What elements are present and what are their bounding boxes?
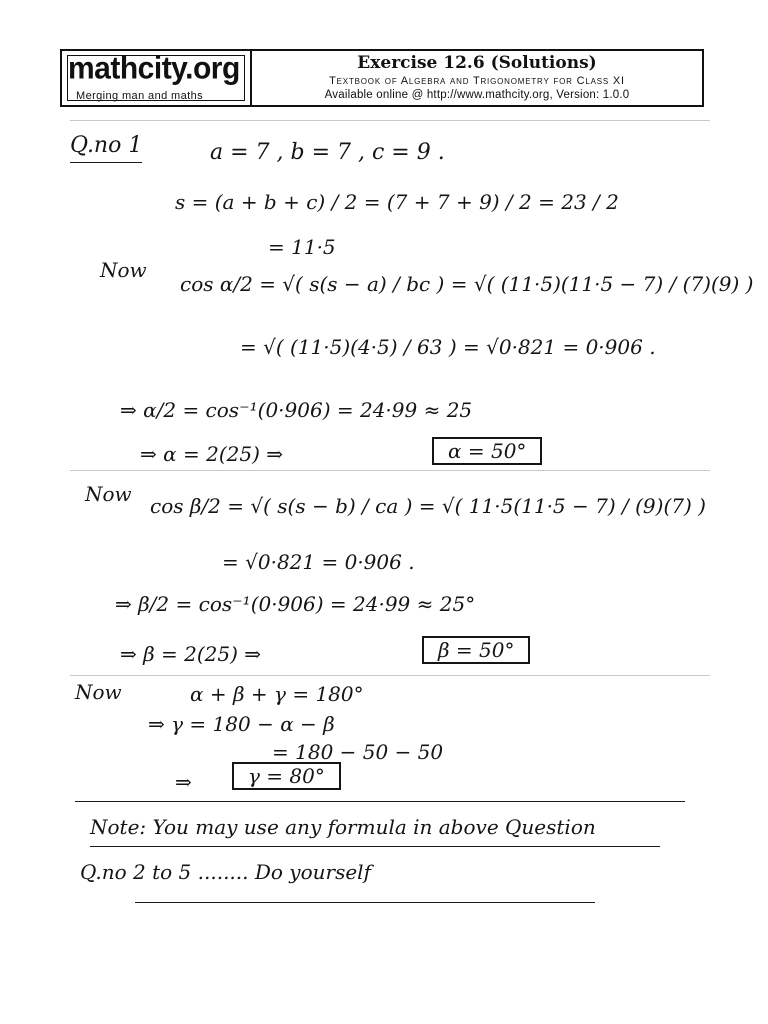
cos-half-beta: cos β/2 = √( s(s − b) / ca ) = √( 11·5(11·5 − 7) / (9)(7) ) [150,494,706,518]
gamma-arrow: ⇒ [175,770,192,794]
note-underline [90,846,660,847]
now-label-1: Now [100,258,147,282]
note-text: Note: You may use any formula in above Question [90,815,596,839]
final-underline [135,902,595,903]
given-sides: a = 7 , b = 7 , c = 9 . [210,140,445,165]
question-1-label: Q.no 1 [70,133,143,158]
beta-result-box: β = 50° [422,636,530,664]
site-logo: mathcity.org [68,51,240,86]
gamma-result-box: γ = 80° [232,762,341,790]
textbook-subtitle: Textbook of Algebra and Trigonometry for Class XI [329,75,625,87]
beta-calculation: ⇒ β = 2(25) ⇒ [120,642,262,666]
site-tagline: Merging man and maths [76,90,204,102]
gamma-step-2: = 180 − 50 − 50 [272,740,444,764]
availability-line: Available online @ http://www.mathcity.org, Version: 1.0.0 [324,89,630,101]
now-label-2: Now [85,482,132,506]
divider-line [75,801,685,802]
semi-perimeter-value: = 11·5 [268,235,336,259]
remaining-questions: Q.no 2 to 5 ........ Do yourself [80,860,371,884]
label-underline [70,162,142,163]
half-beta-angle: ⇒ β/2 = cos⁻¹(0·906) = 24·99 ≈ 25° [115,592,476,616]
cos-half-alpha-value: = √( (11·5)(4·5) / 63 ) = √0·821 = 0·906 . [240,335,656,359]
gamma-step-1: ⇒ γ = 180 − α − β [148,712,335,736]
alpha-calculation: ⇒ α = 2(25) ⇒ [140,442,283,466]
ruled-line [70,675,710,676]
alpha-result-box: α = 50° [432,437,542,465]
ruled-line [70,470,710,471]
now-label-3: Now [75,680,122,704]
exercise-title: Exercise 12.6 (Solutions) [357,53,597,73]
ruled-line [70,120,710,121]
angle-sum: α + β + γ = 180° [190,682,364,706]
cos-half-alpha: cos α/2 = √( s(s − a) / bc ) = √( (11·5)(11·5 − 7) / (7)(9) ) [180,272,754,296]
semi-perimeter-formula: s = (a + b + c) / 2 = (7 + 7 + 9) / 2 = 23 / 2 [175,190,619,214]
cos-half-beta-value: = √0·821 = 0·906 . [222,550,415,574]
half-alpha-angle: ⇒ α/2 = cos⁻¹(0·906) = 24·99 ≈ 25 [120,398,473,422]
